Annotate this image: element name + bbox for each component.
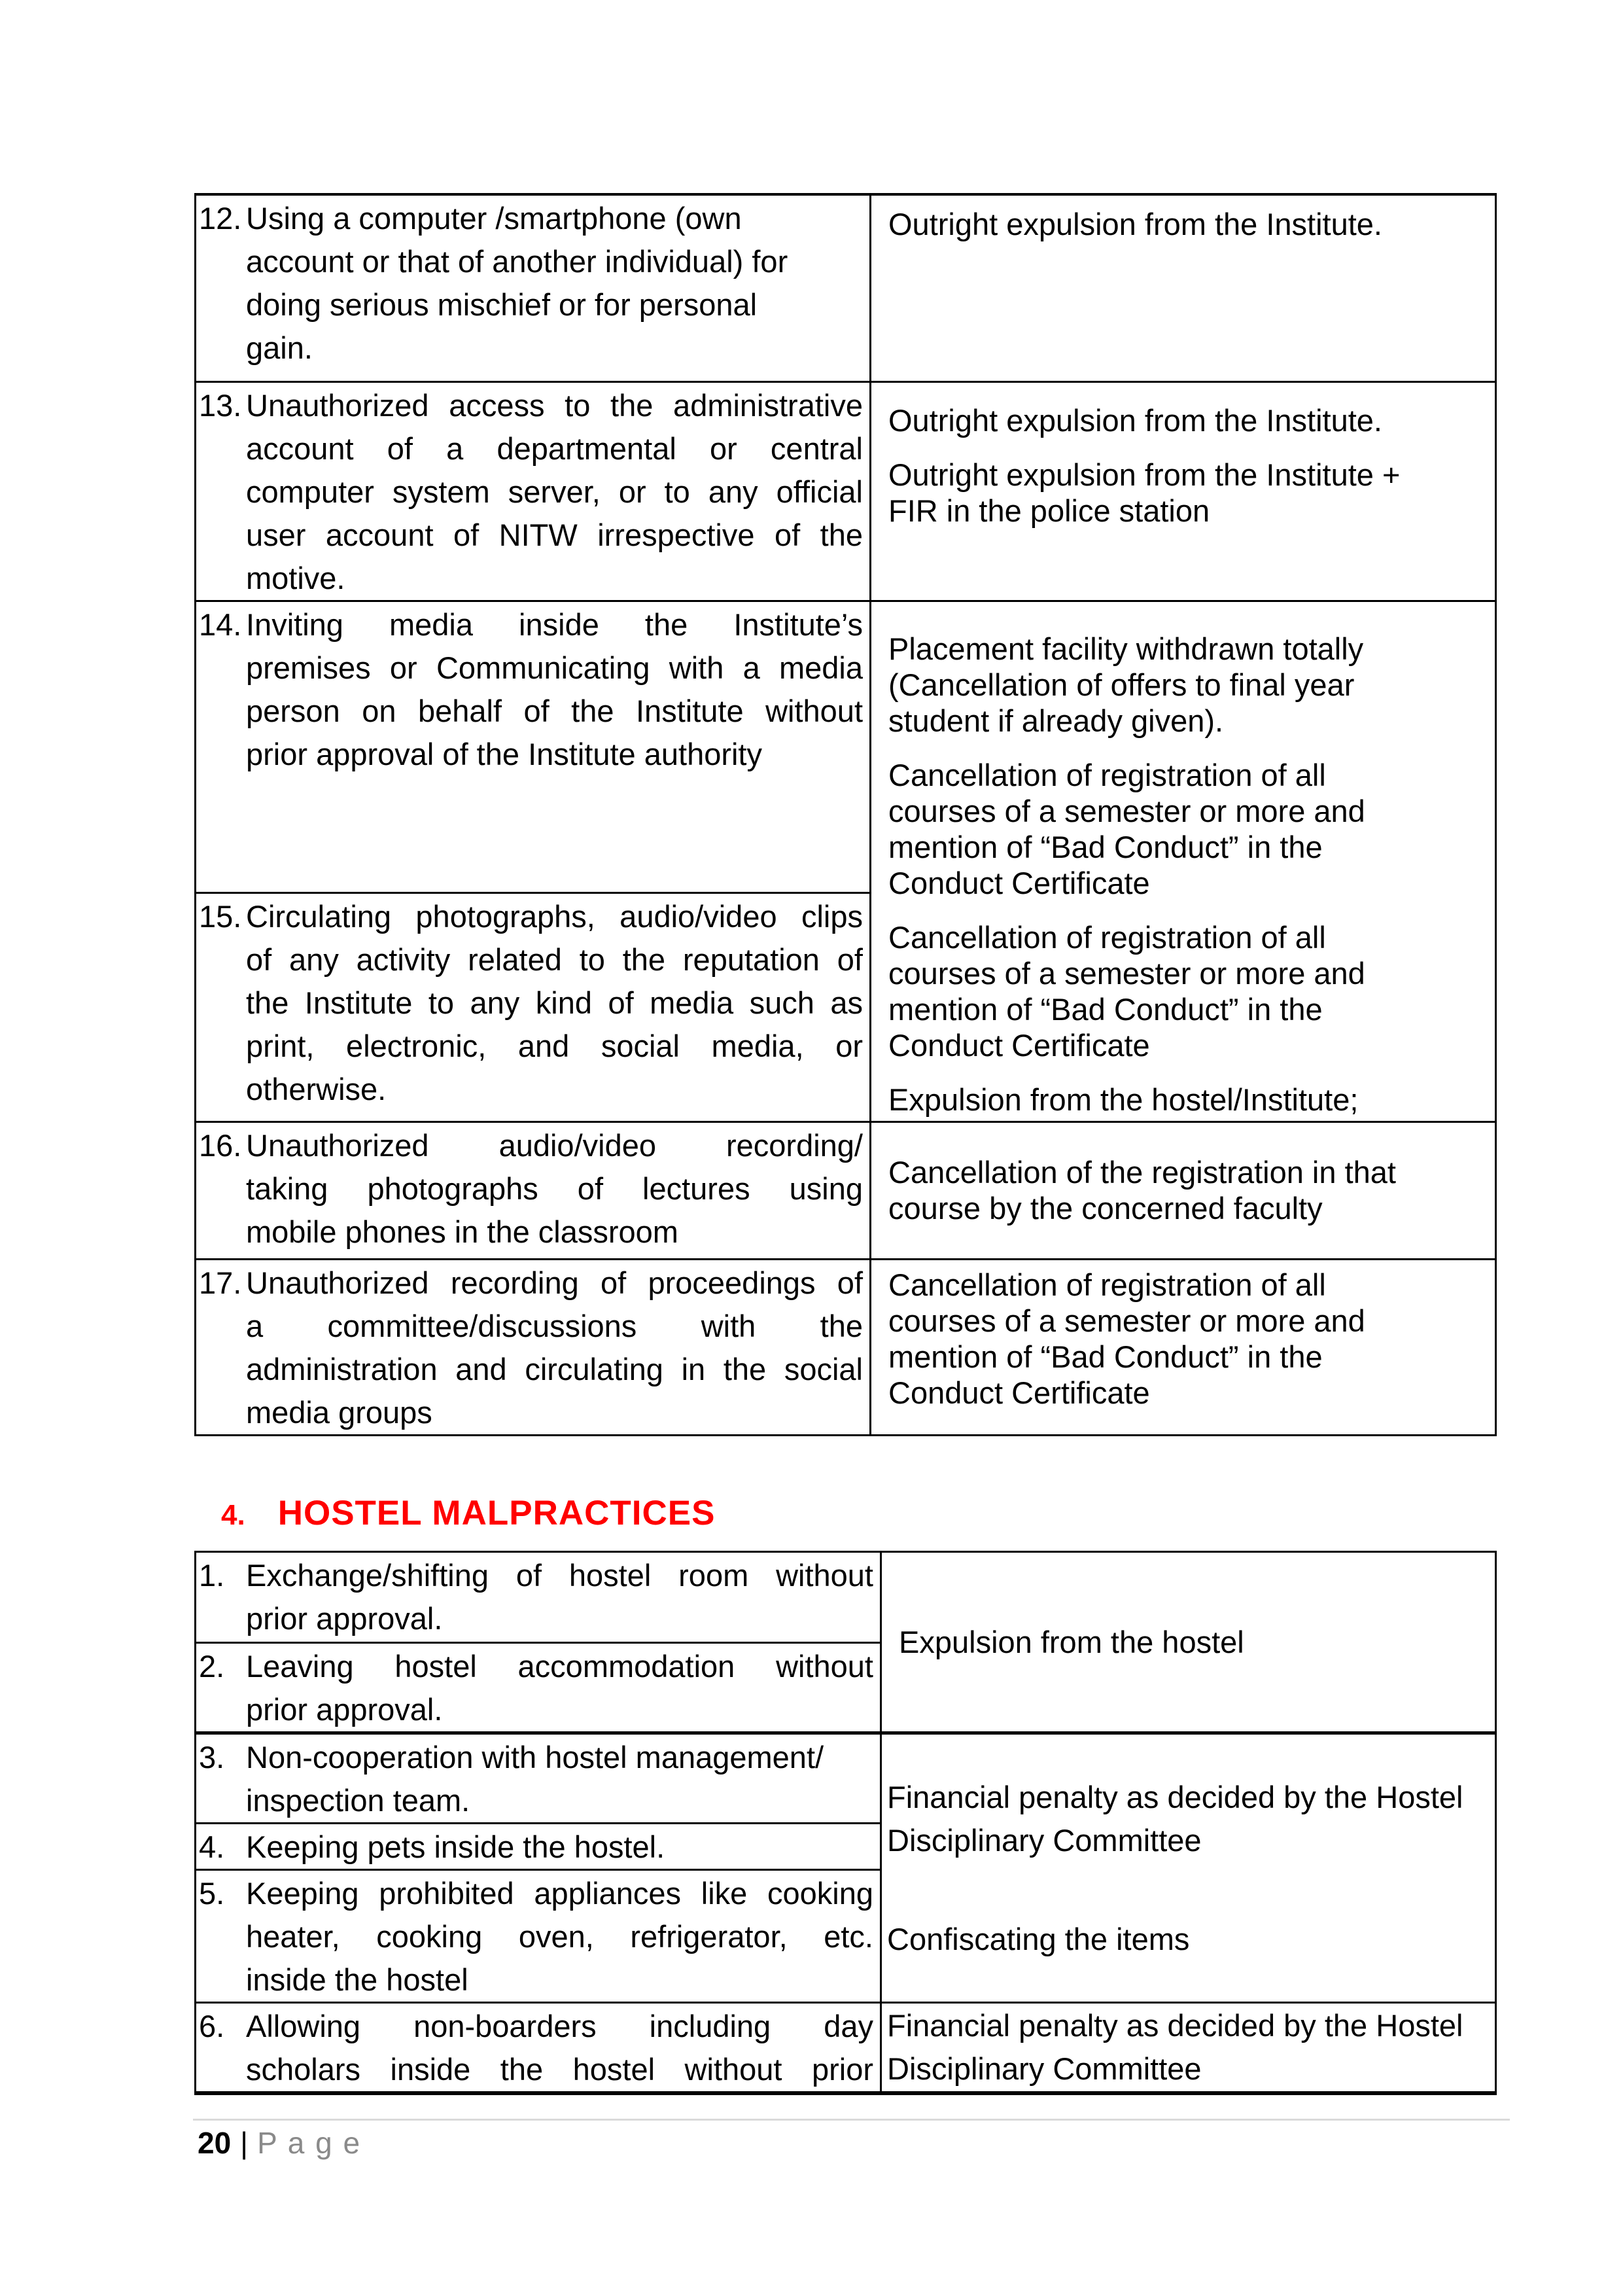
text-line: Leaving hostel accommodation without <box>246 1649 873 1684</box>
punishment-cell <box>871 1259 1496 1435</box>
text-line: gain. <box>246 330 313 365</box>
text-line: doing serious mischief or for personal <box>246 287 758 322</box>
offense-text <box>196 1645 873 1731</box>
text-line: print, electronic, and social media, or <box>246 1028 863 1063</box>
text-line: Inviting media inside the Institute’s <box>246 607 863 642</box>
list-number: 14. <box>199 607 242 642</box>
text-line: user account of NITW irrespective of the <box>246 517 863 552</box>
punishment-cell <box>871 194 1496 381</box>
offense-text <box>196 1554 873 1640</box>
text-line: Expulsion from the hostel/Institute; <box>888 1082 1359 1117</box>
paragraph <box>887 1776 1490 1862</box>
offense-text <box>196 2005 873 2091</box>
text-line: mobile phones in the classroom <box>246 1214 678 1249</box>
offense-text <box>196 1262 863 1434</box>
paragraph <box>888 757 1490 901</box>
offense-cell <box>196 1870 881 2003</box>
text-line: Cancellation of registration of all <box>888 919 1326 955</box>
list-number: 13. <box>199 387 242 423</box>
text-line: prior approval. <box>246 1692 443 1727</box>
text-line: Outright expulsion from the Institute + <box>888 457 1401 492</box>
text-line: Cancellation of registration of all <box>888 1267 1326 1302</box>
punishment-cell-merged <box>881 1733 1496 2003</box>
text-line: Keeping prohibited appliances like cooking <box>246 1876 873 1911</box>
text-line: media groups <box>246 1394 432 1430</box>
text-line: Confiscating the items <box>887 1921 1190 1956</box>
paragraph <box>888 1082 1490 1118</box>
table-row <box>196 194 1496 381</box>
table-row <box>196 381 1496 601</box>
offense-text <box>196 1736 873 1822</box>
punishment-cell <box>871 1122 1496 1259</box>
paragraph <box>899 1621 1490 1664</box>
offense-cell <box>196 601 871 892</box>
text-line: premises or Communicating with a media <box>246 650 863 685</box>
offense-cell <box>196 1552 881 1643</box>
text-line: heater, cooking oven, refrigerator, etc. <box>246 1919 873 1954</box>
text-line: account or that of another individual) for <box>246 244 788 279</box>
table-row <box>196 601 1496 892</box>
footer-label: P a g e <box>257 2126 362 2160</box>
punishment-cell-merged <box>881 1552 1496 1733</box>
paragraph <box>888 1154 1490 1226</box>
text-line: mention of “Bad Conduct” in the <box>888 991 1323 1027</box>
text-line: Outright expulsion from the Institute. <box>888 402 1382 438</box>
text-line: Cancellation of registration of all <box>888 757 1326 792</box>
text-line: (Cancellation of offers to final year <box>888 667 1355 702</box>
list-number: 2. <box>199 1649 225 1684</box>
offense-text <box>196 1826 873 1869</box>
table-row <box>196 1733 1496 1824</box>
text-line: computer system server, or to any official <box>246 474 863 509</box>
text-line: mention of “Bad Conduct” in the <box>888 1339 1323 1374</box>
section-title: HOSTEL MALPRACTICES <box>277 1494 716 1532</box>
text-line: Cancellation of the registration in that <box>888 1155 1396 1190</box>
list-number: 5. <box>199 1876 225 1911</box>
paragraph <box>888 919 1490 1063</box>
text-line: Unauthorized audio/video recording/ <box>246 1127 863 1163</box>
offense-cell <box>196 2003 881 2094</box>
paragraph <box>887 2004 1490 2091</box>
footer-divider-rule <box>193 2119 1510 2121</box>
list-number: 4. <box>199 1829 225 1864</box>
paragraph <box>888 402 1490 438</box>
offense-cell <box>196 1733 881 1824</box>
text-line: prior approval. <box>246 1601 443 1636</box>
text-line: Allowing non-boarders including day <box>246 2009 873 2043</box>
list-number: 16. <box>199 1127 242 1163</box>
offense-cell <box>196 1824 881 1870</box>
text-line: Conduct Certificate <box>888 1375 1150 1410</box>
text-line: prior approval of the Institute authority <box>246 736 762 771</box>
list-number: 17. <box>199 1265 242 1300</box>
text-line: otherwise. <box>246 1071 387 1106</box>
page-footer <box>198 2125 361 2161</box>
text-line: Financial penalty as decided by the Hostel <box>887 2008 1463 2043</box>
text-line: scholars inside the hostel without prior <box>246 2052 873 2087</box>
offense-cell <box>196 1643 881 1733</box>
text-line: inspection team. <box>246 1783 470 1818</box>
text-line: Keeping pets inside the hostel. <box>246 1829 665 1864</box>
text-line: Unauthorized access to the administrative <box>246 387 863 423</box>
paragraph <box>888 631 1490 739</box>
text-line: Disciplinary Committee <box>887 1822 1202 1858</box>
text-line: Outright expulsion from the Institute. <box>888 207 1382 241</box>
text-line: courses of a semester or more and <box>888 955 1365 991</box>
text-line: the Institute to any kind of media such as <box>246 985 863 1020</box>
table-row <box>196 1259 1496 1435</box>
text-line: student if already given). <box>888 703 1224 738</box>
offense-text <box>196 895 863 1111</box>
offense-text <box>196 197 863 370</box>
text-line: courses of a semester or more and <box>888 1303 1365 1338</box>
section-heading <box>221 1493 715 1533</box>
offense-text <box>196 1872 873 2002</box>
text-line: inside the hostel <box>246 1962 468 1997</box>
text-line: FIR in the police station <box>888 493 1210 528</box>
text-line: Expulsion from the hostel <box>899 1624 1244 1659</box>
list-number: 15. <box>199 898 242 934</box>
text-line: Disciplinary Committee <box>887 2051 1202 2086</box>
offense-text <box>196 603 863 776</box>
offense-cell <box>196 381 871 601</box>
punishment-cell <box>871 381 1496 601</box>
list-number: 6. <box>199 2009 225 2043</box>
paragraph <box>888 457 1490 529</box>
offense-cell <box>196 1259 871 1435</box>
paragraph <box>888 1267 1490 1411</box>
text-line: Conduct Certificate <box>888 865 1150 900</box>
table-row <box>196 1122 1496 1259</box>
misconduct-table <box>194 193 1497 1436</box>
text-line: Placement facility withdrawn totally <box>888 631 1364 666</box>
text-line: Unauthorized recording of proceedings of <box>246 1265 863 1300</box>
page-number: 20 <box>198 2126 232 2160</box>
footer-separator: | <box>240 2126 249 2160</box>
offense-cell <box>196 892 871 1122</box>
text-line: Financial penalty as decided by the Hostel <box>887 1779 1463 1814</box>
table-row <box>196 1552 1496 1643</box>
offense-text <box>196 384 863 600</box>
offense-cell <box>196 1122 871 1259</box>
text-line: mention of “Bad Conduct” in the <box>888 829 1323 864</box>
punishment-cell <box>881 2003 1496 2094</box>
hostel-malpractices-table <box>194 1551 1497 2095</box>
text-line: Non-cooperation with hostel management/ <box>246 1740 824 1775</box>
text-line: Circulating photographs, audio/video clips <box>246 898 863 934</box>
text-line: motive. <box>246 560 345 595</box>
text-line: taking photographs of lectures using <box>246 1171 863 1206</box>
text-line: account of a departmental or central <box>246 431 863 466</box>
text-line: Conduct Certificate <box>888 1027 1150 1063</box>
list-number: 3. <box>199 1740 225 1775</box>
list-number: 12. <box>199 201 242 236</box>
text-line: course by the concerned faculty <box>888 1191 1323 1226</box>
text-line: administration and circulating in the social <box>246 1351 863 1386</box>
offense-text <box>196 1124 863 1254</box>
text-line: of any activity related to the reputation of <box>246 942 863 977</box>
offense-cell <box>196 194 871 381</box>
text-line: a committee/discussions with the <box>246 1308 863 1343</box>
section-number: 4. <box>221 1499 245 1531</box>
text-line: Using a computer /smartphone (own <box>246 201 742 236</box>
text-line: person on behalf of the Institute without <box>246 693 863 728</box>
list-number: 1. <box>199 1558 225 1593</box>
text-line: courses of a semester or more and <box>888 793 1365 828</box>
punishment-cell-merged <box>871 601 1496 1122</box>
text-line: Exchange/shifting of hostel room without <box>246 1558 873 1593</box>
paragraph <box>888 206 1490 242</box>
paragraph <box>887 1918 1490 1961</box>
table-row <box>196 2003 1496 2094</box>
